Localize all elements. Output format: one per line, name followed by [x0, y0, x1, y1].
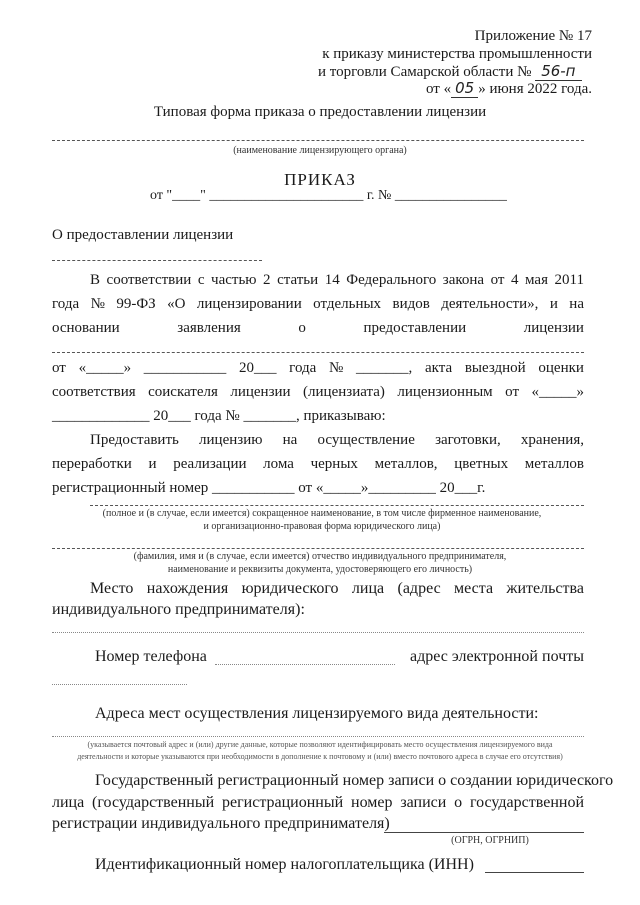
- inn-label: Идентификационный номер налогоплательщика (ИНН): [95, 856, 474, 873]
- word: и: [549, 296, 558, 312]
- word: и: [148, 456, 157, 472]
- word: отдельных: [313, 296, 382, 312]
- form-title: Типовая форма приказа о предоставлении лицензии: [153, 104, 487, 120]
- word: №: [329, 360, 344, 376]
- word: закона: [442, 272, 485, 288]
- word: (адрес: [397, 580, 441, 597]
- activity-addresses-caption-1: (указывается почтовый адрес и (или) другие данные, которые позволяют идентифицировать место осуществления лицензируемого вида: [87, 740, 553, 749]
- word: заявления: [177, 320, 241, 336]
- word: жительства: [506, 580, 584, 597]
- word: предоставлении: [363, 320, 467, 336]
- ministry-prefix: и торговли Самарской области №: [318, 64, 532, 80]
- word: нахождения: [146, 580, 229, 597]
- word: акта: [424, 360, 453, 376]
- para2-line1: [90, 432, 584, 449]
- word: на: [569, 296, 584, 312]
- word: места: [454, 580, 494, 597]
- word: деятельности»,: [441, 296, 539, 312]
- word: статьи: [277, 272, 319, 288]
- word: (лицензиата): [303, 384, 385, 400]
- state-reg-line3: регистрации индивидуального предпринимателя): [52, 815, 390, 832]
- legal-entity-name-field: [90, 505, 584, 506]
- word: основании: [52, 320, 120, 336]
- appendix-date-line: [426, 79, 592, 98]
- para1-line2: [52, 296, 584, 313]
- word: от: [490, 272, 505, 288]
- para1-line3: [52, 320, 584, 337]
- word: оценки: [538, 360, 584, 376]
- email-field: [52, 684, 187, 685]
- word: реализации: [173, 456, 247, 472]
- order-date-number-line: от "____" ______________________ г. № ________________: [150, 188, 507, 203]
- ip-caption-2: наименование и реквизиты документа, удостоверяющего его личность): [167, 564, 473, 575]
- para1-line1: [90, 272, 584, 289]
- licensing-authority-caption: (наименование лицензирующего органа): [233, 145, 407, 156]
- word: черных: [310, 456, 358, 472]
- ip-caption-1: (фамилия, имя и (в случае, если имеется) отчество индивидуального предпринимателя,: [133, 551, 507, 562]
- date-prefix: от «: [426, 81, 452, 97]
- phone-label: Номер телефона: [95, 648, 207, 665]
- word: _______,: [356, 360, 413, 376]
- word: заготовки,: [435, 432, 501, 448]
- word: лица: [52, 794, 85, 811]
- ogrn-field: [384, 832, 584, 833]
- word: выездной: [464, 360, 526, 376]
- location-address-field: [52, 632, 584, 633]
- word: электронной: [451, 648, 538, 665]
- subject-extra-field: [52, 260, 262, 261]
- word: частью: [211, 272, 257, 288]
- word: «_____»: [531, 384, 584, 400]
- word: видов: [392, 296, 430, 312]
- order-subject: О предоставлении лицензии: [52, 227, 234, 243]
- para1-line5: [52, 360, 584, 377]
- individual-entrepreneur-field: [52, 548, 584, 549]
- word: 2: [263, 272, 271, 288]
- word: почты: [542, 648, 584, 665]
- word: ___________: [143, 360, 227, 376]
- word: «О: [167, 296, 186, 312]
- word: с: [197, 272, 205, 288]
- handwritten-date: 05: [451, 79, 478, 98]
- state-reg-line2: [52, 794, 584, 812]
- state-reg-line1: Государственный регистрационный номер записи о создании юридического: [95, 772, 614, 789]
- word: от: [505, 384, 519, 400]
- word: металлов: [524, 456, 584, 472]
- location-line1: [90, 580, 584, 598]
- phone-field: [215, 664, 395, 665]
- word: государственной: [469, 794, 584, 811]
- word: лома: [263, 456, 294, 472]
- word: на: [282, 432, 298, 448]
- date-suffix: » июня 2022 года.: [478, 81, 592, 97]
- word: лицензии: [230, 384, 291, 400]
- word: регистрационный: [221, 794, 344, 811]
- word: номер: [351, 794, 393, 811]
- word: соответствия: [52, 384, 136, 400]
- word: года: [289, 360, 317, 376]
- word: 99-ФЗ: [116, 296, 156, 312]
- word: лицензионным: [397, 384, 493, 400]
- para2-line3: регистрационный номер ___________ от «_____»_________ 20___г.: [52, 480, 486, 496]
- ogrn-caption: (ОГРН, ОГРНИП): [451, 835, 529, 846]
- word: года: [52, 296, 80, 312]
- word: от: [52, 360, 66, 376]
- handwritten-order-number: 56-п: [535, 62, 581, 81]
- word: соответствии: [106, 272, 192, 288]
- appendix-order-reference: к приказу министерства промышленности: [322, 46, 592, 62]
- word: записи: [400, 794, 447, 811]
- word: (государственный: [92, 794, 215, 811]
- order-title: ПРИКАЗ: [284, 170, 356, 189]
- word: лицензировании: [196, 296, 302, 312]
- word: Предоставить: [90, 432, 179, 448]
- word: 20___: [238, 360, 277, 376]
- para2-line2: [52, 456, 584, 473]
- word: переработки: [52, 456, 132, 472]
- word: цветных: [454, 456, 509, 472]
- word: о: [454, 794, 463, 811]
- legal-entity-caption-1: (полное и (в случае, если имеется) сокращенное наименование, в том числе фирменное наименование,: [102, 508, 542, 519]
- location-line2: индивидуального предпринимателя):: [52, 601, 305, 618]
- word: В: [90, 272, 101, 288]
- word: 4: [511, 272, 519, 288]
- email-label: [410, 648, 584, 666]
- word: №: [90, 296, 105, 312]
- word: Место: [90, 580, 134, 597]
- word: хранения,: [520, 432, 584, 448]
- applicant-field: [52, 352, 584, 353]
- word: лицензию: [199, 432, 263, 448]
- word: осуществление: [317, 432, 415, 448]
- word: адрес: [410, 648, 448, 665]
- activity-addresses-field: [52, 736, 584, 737]
- licensing-authority-field: [52, 140, 584, 141]
- para1-line6: [52, 384, 584, 401]
- word: «_____»: [78, 360, 132, 376]
- word: металлов,: [374, 456, 438, 472]
- word: мая: [525, 272, 548, 288]
- word: лицензии: [523, 320, 584, 336]
- word: 14: [324, 272, 340, 288]
- activity-addresses-label: Адреса мест осуществления лицензируемого вида деятельности:: [95, 705, 539, 722]
- word: о: [298, 320, 306, 336]
- inn-field: [485, 872, 584, 873]
- word: юридического: [241, 580, 339, 597]
- legal-entity-caption-2: и организационно-правовая форма юридического лица): [203, 521, 441, 532]
- word: 2011: [554, 272, 584, 288]
- appendix-number: Приложение № 17: [474, 28, 592, 44]
- activity-addresses-caption-2: деятельности и которые указываются при необходимости в дополнение к почтовому и (или) вместо почтового адреса в случае его отсутствия): [77, 752, 563, 761]
- word: Федерального: [346, 272, 437, 288]
- word: соискателя: [148, 384, 218, 400]
- word: лица: [351, 580, 385, 597]
- para1-line7: _____________ 20___ года № _______, приказываю:: [52, 408, 386, 424]
